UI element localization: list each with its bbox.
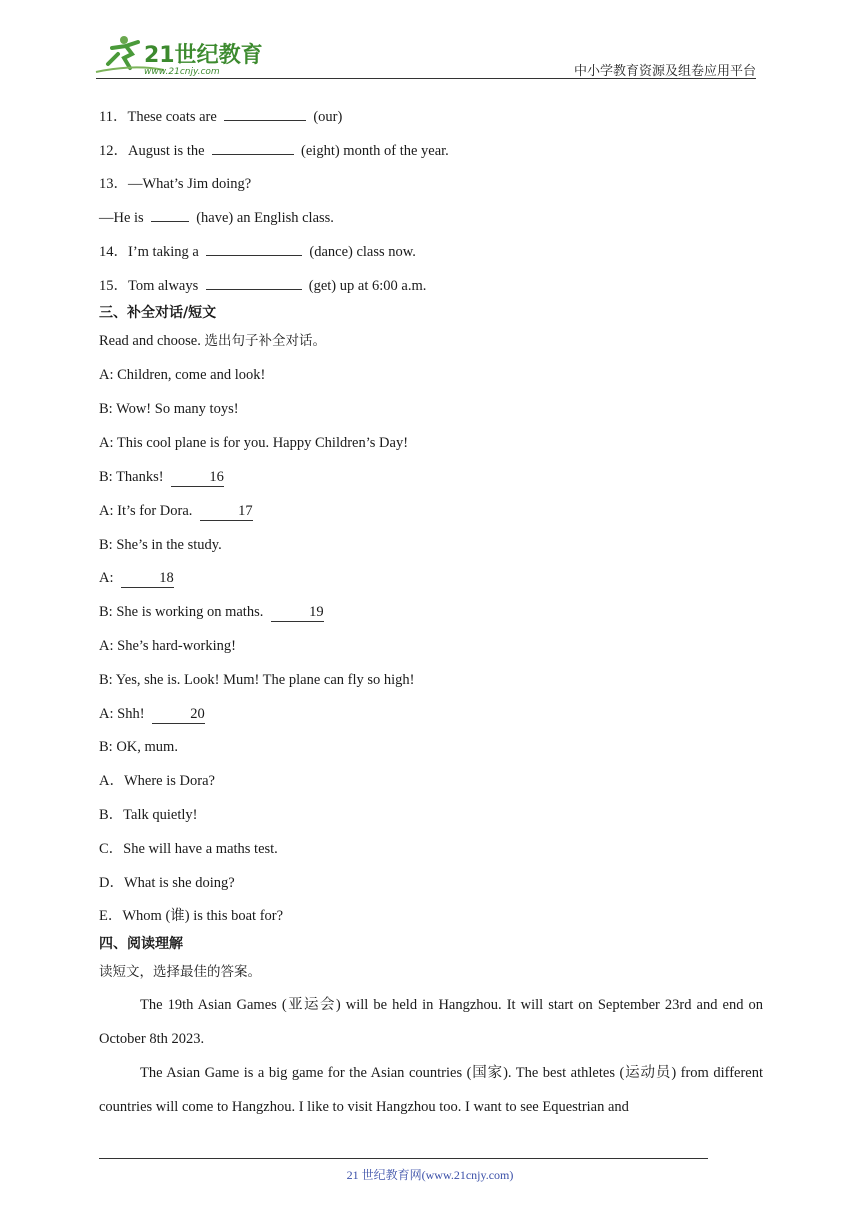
option-b: B．Talk quietly! — [99, 807, 198, 823]
option-c: C．She will have a maths test. — [99, 841, 278, 857]
passage-paragraph-1: The 19th Asian Games (亚运会) will be held in Hangzhou. It will start on September 23rd and end on October 8th 2023. — [99, 997, 763, 1047]
footer-text: 21 世纪教育网(www.21cnjy.com) — [346, 1168, 514, 1182]
answer-blank[interactable] — [206, 242, 302, 256]
passage-paragraph-2: The Asian Game is a big game for the Asian countries (国家). The best athletes (运动员) from different countries will come to Hangzhou. I like to visit Hangzhou too. I want to see Equestrian and — [99, 1065, 763, 1115]
answer-blank[interactable] — [151, 208, 189, 222]
option-d: D．What is she doing? — [99, 875, 235, 891]
question-12: 12．August is the (eight) month of the year. — [99, 143, 449, 159]
dialogue-line: B: She’s in the study. — [99, 537, 222, 553]
header-divider — [96, 78, 756, 79]
blank-16[interactable]: 16 — [171, 468, 224, 487]
answer-blank[interactable] — [212, 141, 294, 155]
blank-20[interactable]: 20 — [152, 705, 205, 724]
section-4-instruction: 读短文，选择最佳的答案。 — [99, 964, 261, 980]
dialogue-line: A: It’s for Dora. 17 — [99, 503, 253, 519]
footer-divider — [99, 1158, 708, 1159]
dialogue-line: A: Shh! 20 — [99, 706, 205, 722]
svg-text:www.21cnjy.com: www.21cnjy.com — [144, 67, 220, 77]
answer-blank[interactable] — [206, 276, 302, 290]
svg-text:21世纪教育: 21世纪教育 — [144, 43, 263, 68]
question-15: 15．Tom always (get) up at 6:00 a.m. — [99, 278, 427, 294]
section-3-instruction: Read and choose. 选出句子补全对话。 — [99, 333, 326, 349]
section-4-title: 四、阅读理解 — [99, 936, 183, 952]
dialogue-line: B: She is working on maths. 19 — [99, 604, 324, 620]
blank-18[interactable]: 18 — [121, 569, 174, 588]
site-logo — [94, 34, 264, 78]
answer-blank[interactable] — [224, 107, 306, 121]
dialogue-line: A: This cool plane is for you. Happy Children’s Day! — [99, 435, 409, 451]
option-a: A．Where is Dora? — [99, 773, 215, 789]
header-platform-text: 中小学教育资源及组卷应用平台 — [573, 64, 756, 79]
dialogue-line: B: Yes, she is. Look! Mum! The plane can fly so high! — [99, 672, 415, 688]
question-13: 13．—What’s Jim doing? — [99, 176, 252, 192]
dialogue-line: B: Wow! So many toys! — [99, 401, 239, 417]
question-11: 11．These coats are (our) — [99, 109, 343, 125]
dialogue-line: B: Thanks! 16 — [99, 469, 224, 485]
question-13-response: —He is (have) an English class. — [99, 210, 334, 226]
blank-19[interactable]: 19 — [271, 603, 324, 622]
dialogue-line: A: 18 — [99, 570, 174, 586]
option-e: E．Whom (谁) is this boat for? — [99, 908, 284, 924]
dialogue-line: A: Children, come and look! — [99, 367, 266, 383]
question-14: 14．I’m taking a (dance) class now. — [99, 244, 416, 260]
section-3-title: 三、补全对话/短文 — [99, 305, 217, 321]
dialogue-line: A: She’s hard-working! — [99, 638, 236, 654]
dialogue-line: B: OK, mum. — [99, 739, 178, 755]
blank-17[interactable]: 17 — [200, 502, 253, 521]
